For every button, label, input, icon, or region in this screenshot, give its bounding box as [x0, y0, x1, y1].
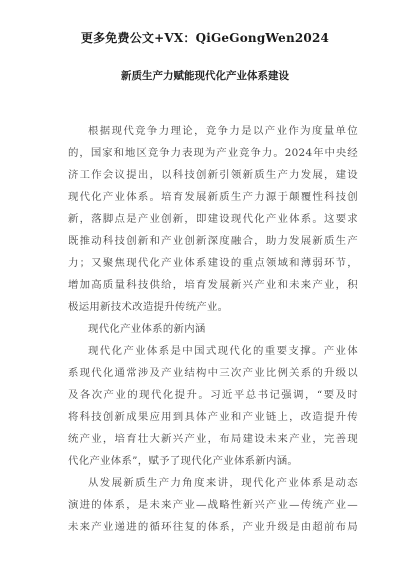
body-text-line: 代化产业体系”，赋予了现代化产业体系新内涵。: [68, 455, 299, 467]
body-text-line: 从发展新质生产力角度来讲，现代化产业体系是动态: [88, 477, 358, 489]
body-text-line: 将科技创新成果应用到具体产业和产业链上，改造提升传: [68, 411, 358, 423]
document-title: 新质生产力赋能现代化产业体系建设: [121, 70, 289, 82]
body-text-line: 的，国家和地区竞争力表现为产业竞争力。2024年中央经: [68, 147, 358, 159]
body-text-line: 增加高质量科技供给，培育发展新兴产业和未来产业，积: [68, 279, 358, 291]
body-text-line: 系现代化通常涉及产业结构中三次产业比例关系的升级以: [68, 367, 358, 379]
body-text-line: 演进的体系，是未来产业—战略性新兴产业—传统产业—: [68, 499, 358, 511]
body-text-line: 既推动科技创新和产业创新深度融合，助力发展新质生产: [68, 235, 358, 247]
document-body: [68, 120, 358, 538]
body-text-line: 济工作会议提出，以科技创新引领新质生产力发展，建设: [68, 169, 358, 181]
body-text-line: 根据现代竞争力理论，竞争力是以产业作为度量单位: [88, 125, 358, 137]
body-text-line: 统产业，培育壮大新兴产业，布局建设未来产业，完善现: [68, 433, 358, 445]
body-text-line: 及各次产业的现代化提升。习近平总书记强调，“要及时: [68, 389, 358, 401]
body-text-line: 新，落脚点是产业创新，即建设现代化产业体系。这要求: [68, 213, 358, 225]
body-text-line: 未来产业递进的循环往复的体系，产业升级是由超前布局: [68, 521, 358, 533]
promo-header: 更多免费公文+VX：QiGeGongWen2024: [80, 31, 330, 45]
section-heading: 现代化产业体系的新内涵: [88, 323, 206, 335]
body-text-line: 现代化产业体系。培育发展新质生产力源于颠覆性科技创: [68, 191, 358, 203]
body-text-line: 力；又聚焦现代化产业体系建设的重点领域和薄弱环节，: [68, 257, 358, 269]
body-text-line: 现代化产业体系是中国式现代化的重要支撑。产业体: [88, 345, 358, 357]
body-text-line: 极运用新技术改造提升传统产业。: [68, 301, 229, 313]
